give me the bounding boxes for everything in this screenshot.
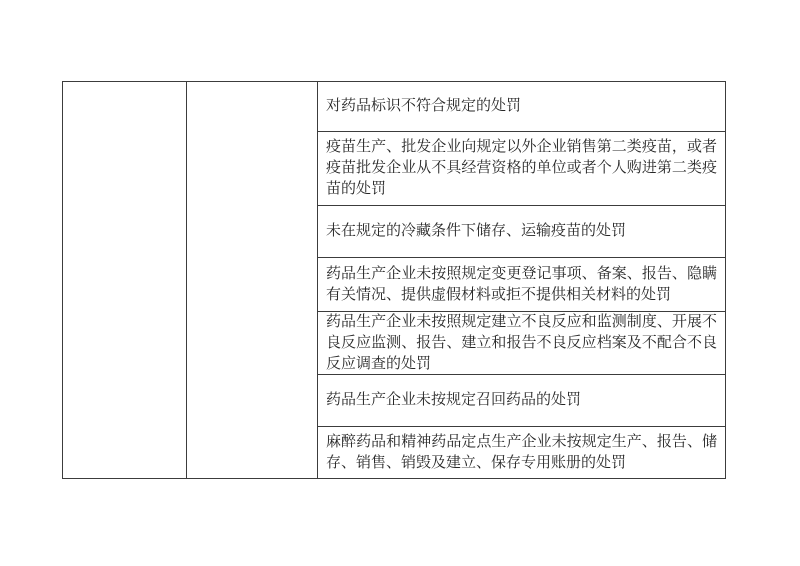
table-row bbox=[318, 82, 725, 132]
penalty-text: 未在规定的冷藏条件下储存、运输疫苗的处罚 bbox=[326, 223, 627, 239]
table-row bbox=[318, 206, 725, 258]
penalty-text: 对药品标识不符合规定的处罚 bbox=[326, 98, 522, 114]
table-row bbox=[318, 427, 725, 478]
penalty-text: 麻醉药品和精神药品定点生产企业未按规定生产、报告、储存、销售、销毁及建立、保存专用账册的处罚 bbox=[326, 433, 717, 471]
table-column-penalties bbox=[318, 82, 725, 478]
penalty-table bbox=[62, 81, 726, 479]
table-row bbox=[318, 375, 725, 427]
penalty-text: 药品生产企业未按照规定变更登记事项、备案、报告、隐瞒有关情况、提供虚假材料或拒不提供相关材料的处罚 bbox=[326, 265, 717, 303]
table-column-left bbox=[63, 82, 187, 478]
table-column-middle bbox=[187, 82, 318, 478]
penalty-text: 疫苗生产、批发企业向规定以外企业销售第二类疫苗，或者疫苗批发企业从不具经营资格的单位或者个人购进第二类疫苗的处罚 bbox=[326, 139, 717, 197]
table-row bbox=[318, 312, 725, 375]
penalty-text: 药品生产企业未按规定召回药品的处罚 bbox=[326, 392, 582, 408]
table-row bbox=[318, 132, 725, 206]
table-row bbox=[318, 258, 725, 312]
penalty-text: 药品生产企业未按照规定建立不良反应和监测制度、开展不良反应监测、报告、建立和报告不良反应档案及不配合不良反应调查的处罚 bbox=[326, 313, 717, 372]
